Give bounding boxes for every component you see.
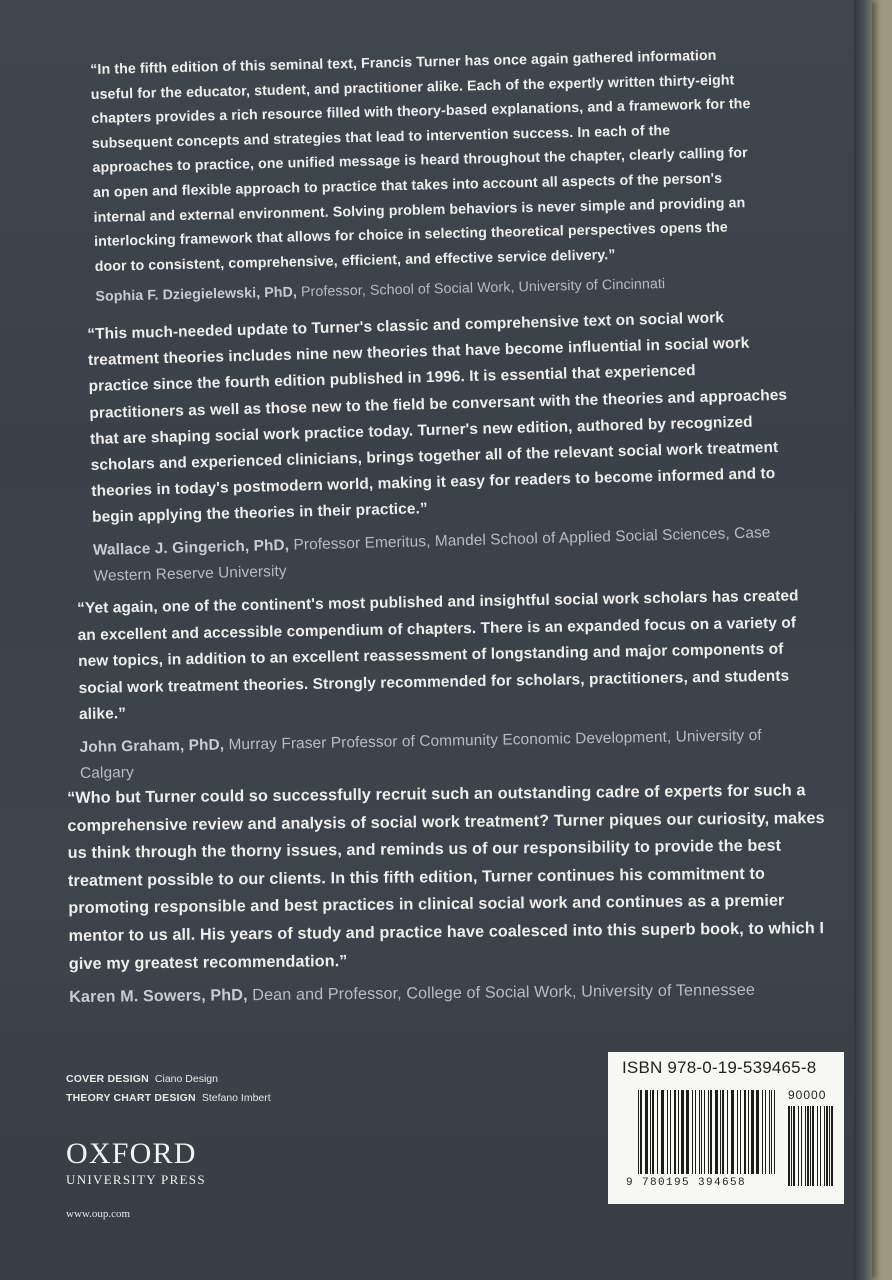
credit-line (66, 1070, 271, 1089)
barcode-bar (810, 1106, 811, 1186)
barcode-bar (731, 1090, 734, 1174)
ean-digits: 9 780195 394658 (626, 1177, 747, 1189)
credit-label: COVER DESIGN (66, 1073, 149, 1085)
barcode-bar (640, 1090, 642, 1174)
barcode-bar (704, 1090, 705, 1174)
barcode-bar (710, 1090, 712, 1174)
blurb-affiliation: Professor, School of Social Work, University of Cincinnati (300, 276, 666, 301)
barcode-bar (708, 1090, 709, 1174)
barcode-bar (812, 1106, 814, 1186)
blurb-affiliation: Murray Fraser Professor of Community Economic Development, University of Calgary (79, 726, 762, 782)
barcode-bar (740, 1090, 741, 1174)
blurb-quote-1 (90, 43, 756, 310)
publisher-logo (66, 1138, 206, 1188)
cover-edge (854, 0, 872, 1280)
barcode-bar (727, 1090, 728, 1174)
barcode-bar (774, 1090, 775, 1174)
publisher-press: UNIVERSITY PRESS (66, 1172, 206, 1187)
isbn-barcode-label (608, 1052, 844, 1204)
barcode-bar (748, 1090, 749, 1174)
barcode-bar (695, 1090, 696, 1174)
blurb-quote-4 (67, 777, 844, 1012)
barcode-bar (798, 1106, 799, 1186)
barcode-bar (817, 1106, 818, 1186)
barcode-bar (751, 1090, 754, 1174)
barcode-bar (667, 1090, 668, 1174)
blurb-text: “Yet again, one of the continent's most published and insightful social work scholars has created an excellent and accessible compendium of chapters. There is an expanded focus on a variety of new topics, in addition to an excellent reassessment of longstanding and major components of social work treatment theories. Strongly recommended for scholars, practitioners, and students alike.” (77, 587, 799, 723)
blurb-attribution (93, 519, 794, 590)
barcode-bar (686, 1090, 689, 1174)
blurb-author: John Graham, PhD, (79, 735, 225, 756)
credit-value: Ciano Design (154, 1073, 218, 1085)
barcode-bar (737, 1090, 738, 1174)
barcode-bar (805, 1106, 806, 1186)
barcode-bar (657, 1090, 658, 1174)
design-credits (66, 1070, 271, 1108)
price-code: 90000 (788, 1088, 827, 1102)
credit-value: Stefano Imbert (201, 1092, 271, 1104)
blurb-attribution (69, 976, 844, 1012)
barcode-bar (788, 1106, 790, 1186)
barcode-bar (652, 1090, 654, 1174)
blurb-affiliation: Professor Emeritus, Mandel School of Applied Social Sciences, Case Western Reserve University (93, 523, 771, 585)
blurb-author: Karen M. Sowers, PhD, (69, 986, 248, 1007)
blurb-text: “In the fifth edition of this seminal text, Francis Turner has once again gathered information useful for the educator, student, and practitioner alike. Each of the expertly written thirty-eight chapters provides a rich resource filled with theory-based explanations, and a framework for the subsequent concepts and strategies that lead to intervention success. In each of the approaches to practice, one unified message is heard throughout the chapter, clearly calling for an open and flexible approach to practice that takes into account all aspects of the person's internal and external environment. Solving problem behaviors is never simple and providing an interlocking framework that allows for choice in selecting theoretical perspectives opens the door to consistent, comprehensive, efficient, and effective service delivery.” (90, 47, 751, 275)
barcode-bar (744, 1090, 746, 1174)
barcode-bar (824, 1106, 825, 1186)
barcode-bar (670, 1090, 671, 1174)
credit-line (66, 1089, 271, 1108)
barcode-bar (720, 1090, 721, 1174)
publisher-name: OXFORD (66, 1137, 197, 1170)
barcode-bar (756, 1090, 759, 1174)
barcode-bar (791, 1106, 792, 1186)
barcode-bar (829, 1106, 830, 1186)
barcode-bar (715, 1090, 718, 1174)
credit-label: THEORY CHART DESIGN (66, 1092, 196, 1104)
barcode-bar (793, 1106, 795, 1186)
barcode-bar (650, 1090, 651, 1174)
barcode-bar (701, 1090, 702, 1174)
barcode-bar (765, 1090, 766, 1174)
barcode-bar (820, 1106, 821, 1186)
blurb-text: “This much-needed update to Turner's classic and comprehensive text on social work treatment theories includes nine new theories that have become influential in social work practice since the fourth edition published in 1996. It is essential that experienced practitioners as well as those new to the field be conversant with the theories and approaches that are shaping social work practice today. Turner's new edition, authored by recognized scholars and experienced clinicians, brings together all of the relevant social work treatment theories in today's postmodern world, making it easy for readers to become informed and to begin applying the theories in their practice.” (87, 309, 788, 527)
blurb-author: Wallace J. Gingerich, PhD, (92, 536, 290, 559)
blurb-text: “Who but Turner could so successfully recruit such an outstanding cadre of experts for such a comprehensive review and analysis of social work treatment? Turner piques our curiosity, makes us think through the thorny issues, and reminds us of our responsibility to provide the best treatment possible to our clients. In this fifth edition, Turner continues his commitment to promoting responsible and best practices in clinical social work and continues as a premier mentor to us all. His years of study and practice have coalesced into this superb book, to which I give my greatest recommendation.” (67, 781, 825, 973)
barcode-bar (681, 1090, 684, 1174)
barcode-bar (678, 1090, 679, 1174)
blurb-quote-3 (77, 583, 810, 787)
barcode-bar (674, 1090, 676, 1174)
blurb-quote-2 (87, 304, 794, 590)
barcode-bar (831, 1106, 833, 1186)
barcode-bar (762, 1090, 763, 1174)
blurb-author: Sophia F. Dziegielewski, PhD, (95, 284, 298, 306)
publisher-url: www.oup.com (66, 1208, 131, 1220)
blurb-affiliation: Dean and Professor, College of Social Work, University of Tennessee (252, 980, 756, 1005)
barcode-bar (692, 1090, 693, 1174)
barcode-bar (722, 1090, 724, 1174)
isbn-number: ISBN 978-0-19-539465-8 (622, 1058, 817, 1077)
barcode-bar (638, 1090, 639, 1174)
barcode-bar (807, 1106, 809, 1186)
barcode-bar (661, 1090, 664, 1174)
barcode-bar (769, 1090, 770, 1174)
barcode-bar (771, 1090, 772, 1174)
barcode-bar (699, 1090, 700, 1174)
barcode-bar (645, 1090, 648, 1174)
barcode-bar (826, 1106, 828, 1186)
barcode-bar (801, 1106, 802, 1186)
